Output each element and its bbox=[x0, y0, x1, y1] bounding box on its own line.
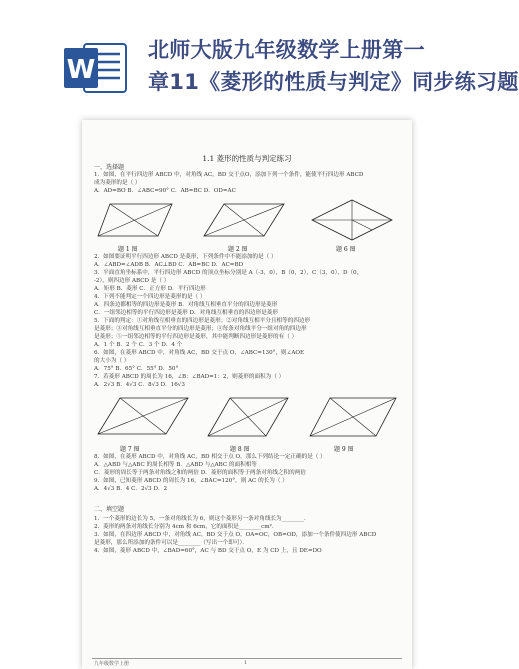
question-line: 4．下列不能判定一个四边形是菱形的是（ ） bbox=[94, 294, 206, 300]
svg-text:W: W bbox=[66, 55, 96, 85]
figure-caption: 题 6 图 bbox=[336, 246, 356, 253]
word-logo-icon bbox=[62, 38, 130, 98]
figure-q9 bbox=[308, 396, 398, 440]
answer-options: A．2√3 B．4√3 C．8√3 D．16√3 bbox=[94, 382, 185, 388]
figure-q7 bbox=[96, 394, 192, 440]
figure-q2 bbox=[202, 200, 286, 242]
section-heading: 二、填空题 bbox=[94, 506, 125, 513]
figure-caption: 题 2 图 bbox=[228, 246, 248, 253]
figure-q6 bbox=[310, 198, 394, 244]
question-line: 8．如图，在菱形 ABCD 中，对角线 AC，BD 相交于点 O，那么下列结论一定正确的是（ ） bbox=[94, 454, 326, 460]
question-line: 的大小为（ ） bbox=[94, 358, 130, 364]
question-line: 3．平面直角坐标系中，平行四边形 ABCD 的顶点坐标分别是 A（-3，0），B（0，2），C（3，0），D（0， bbox=[94, 270, 363, 276]
figure-caption: 题 7 图 bbox=[120, 446, 140, 453]
figure-caption: 题 8 图 bbox=[230, 446, 250, 453]
question-line: 9．如图，已知菱形 ABCD 的周长为 16，∠BAC=120°，则 AC 的长为（ ） bbox=[94, 478, 288, 484]
footer-text: 九年级数学上册 bbox=[94, 661, 130, 667]
question-line: 6．如图，在菱形 ABCD 中，对角线 AC，BD 交于点 O，∠ABC=130°，则∠AOE bbox=[94, 350, 305, 356]
figure-q8 bbox=[206, 396, 290, 440]
question-line: 是菱形；⑤一组邻边相等的平行四边形是菱形，其中能判断四边形是菱形的有（ ） bbox=[94, 334, 298, 340]
question-line: 4．如图，菱形 ABCD 中，∠BAD=60°，AC 与 BD 交于点 O，E 为 CD 上，且 DE=DO bbox=[94, 548, 322, 554]
answer-options: A．矩形 B．菱形 C．正方形 D．平行四边形 bbox=[94, 286, 206, 292]
document-title: 1.1 菱形的性质与判定练习 bbox=[202, 154, 292, 163]
question-line: 成为菱形的是（ ） bbox=[94, 180, 141, 186]
answer-options: C．菱形的周长等于两条对角线之和的两倍 D．菱形的面积等于两条对角线之积的两倍 bbox=[94, 470, 306, 476]
page-number: 1 bbox=[244, 660, 248, 666]
answer-options: A．AD=BO B．∠ABC=90° C．AB=BC D．OD=AC bbox=[94, 188, 236, 194]
question-line: 2．菱形的两条对角线长分别为 4cm 和 6cm，它的面积是________cm²． bbox=[94, 524, 278, 530]
figure-q1 bbox=[96, 200, 176, 242]
answer-options: A．∠ABD=∠ADB B．AC⊥BD C．AB=BC D．AC=BD bbox=[94, 262, 244, 268]
question-line: 是菱形，那么所添加的条件可以是________（写出一个即可）． bbox=[94, 540, 248, 546]
answer-options: A．75° B．65° C．55° D．50° bbox=[94, 366, 179, 372]
question-line: 5．下面的判定：①对角线互相垂直的四边形是菱形；②对角线互相平分且相等的四边形 bbox=[94, 318, 311, 324]
figure-caption: 题 1 图 bbox=[118, 246, 138, 253]
section-heading: 一、选择题 bbox=[94, 164, 125, 171]
page-title-line-1: 北师大版九年级数学上册第一 bbox=[148, 38, 425, 62]
question-line: 2．如图要证明平行四边形 ABCD 是菱形，下列条件中不能添加的是（ ） bbox=[94, 254, 277, 260]
question-line: -2），则四边形 ABCD 是（ ） bbox=[94, 278, 170, 284]
answer-options: A．4√3 B．4 C．2√3 D．2 bbox=[94, 486, 168, 492]
document-page bbox=[82, 120, 412, 669]
answer-options: A．1 个 B．2 个 C．3 个 D．4 个 bbox=[94, 342, 183, 348]
figure-caption: 题 9 图 bbox=[334, 446, 354, 453]
question-line: 1．如图，在平行四边形 ABCD 中，对角线 AC，BD 交于点O，添加下列一个条件，能使平行四边形 ABCD bbox=[94, 172, 364, 178]
question-line: 7．若菱形 ABCD 的周长为 16，∠B：∠BAD=1：2，则菱形的面积为（ ） bbox=[94, 374, 285, 380]
footer-divider bbox=[92, 658, 402, 659]
answer-options: A．△ABD 与△ABC 的周长相等 B．△ABD 与△ABC 的面积相等 bbox=[94, 462, 257, 468]
question-line: 3．如图，在四边形 ABCD 中，对角线 AC，BD 交于点 O，OA=OC，OB=OD，添加一个条件使四边形 ABCD bbox=[94, 532, 377, 538]
answer-options: C．一组邻边相等的平行四边形是菱形 D．对角线互相垂直的四边形是菱形 bbox=[94, 310, 278, 316]
page-title-line-2: 章11《菱形的性质与判定》同步练习题 bbox=[148, 70, 519, 94]
question-line: 1．一个菱形的边长为 5，一条对角线长为 6，则这个菱形另一条对角线长为________． bbox=[94, 516, 310, 522]
answer-options: A．四条边都相等的四边形是菱形 B．对角线互相垂直平分的四边形是菱形 bbox=[94, 302, 278, 308]
question-line: 是菱形；③对角线互相垂直平分的四边形是菱形；④每条对角线平分一组对角的四边形 bbox=[94, 326, 307, 332]
